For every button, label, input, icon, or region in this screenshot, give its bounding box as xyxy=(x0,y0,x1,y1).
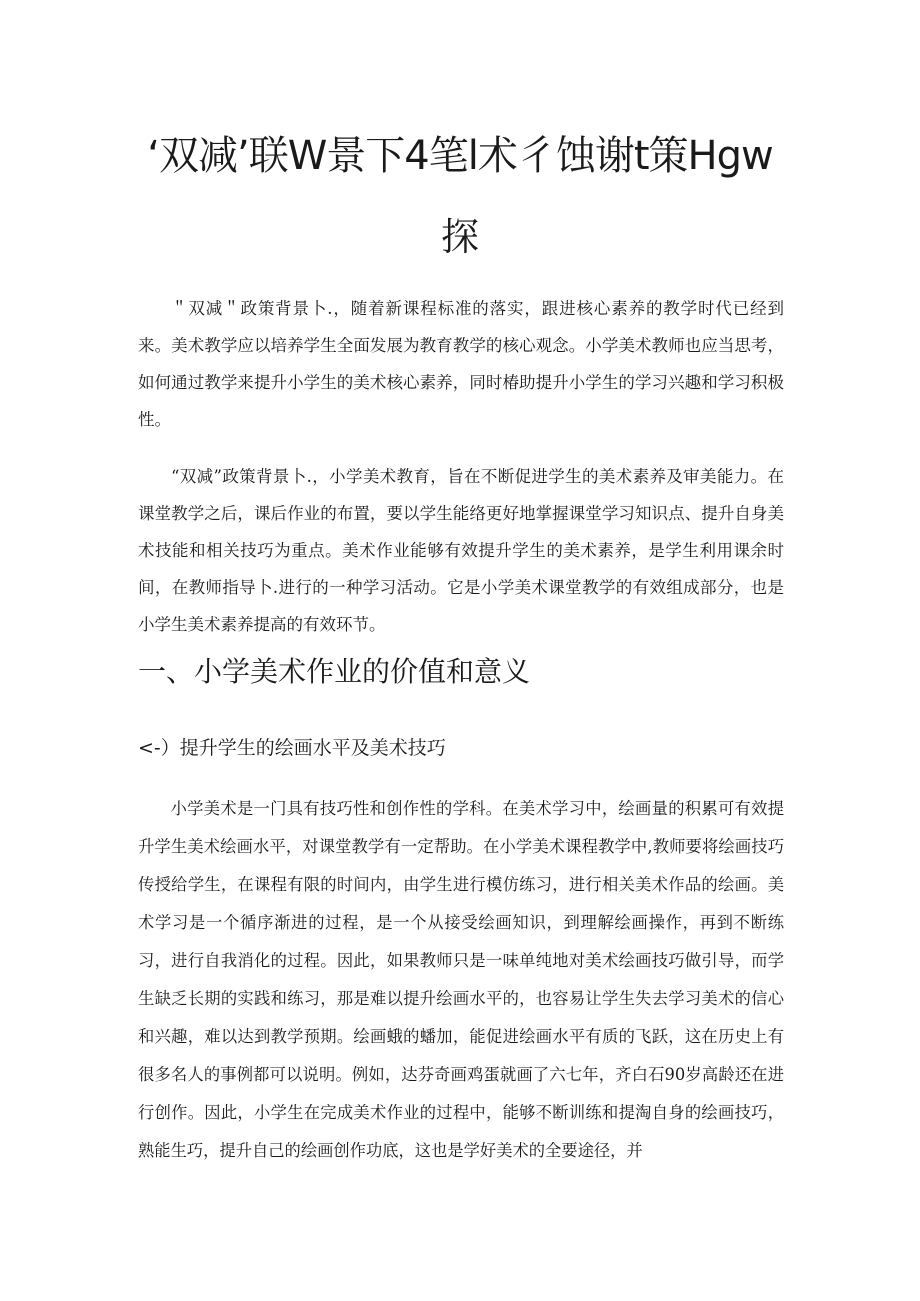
intro-paragraph: ＂双减＂政策背景卜.，随着新课程标准的落实，跟进核心素养的教学时代已经到来。美术教学应以培养学生全面发展为教育教学的核心观念。小学美术教师也应当思考，如何通过教学来提升小学生的美术核心素养，同时椿助提升小学生的学习兴趣和学习积极性。 xyxy=(138,299,784,429)
document-title-continuation: 探 xyxy=(440,215,479,259)
subsection-heading: <-）提升学生的绘画水平及美术技巧 xyxy=(138,737,446,759)
body-paragraph: “双减”政策背景卜.，小学美术教育，旨在不断促进学生的美术素养及审美能力。在课堂教学之后，课后作业的布置，要以学生能络更好地掌握课堂学习知识点、提升自身美术技能和相关技巧为重点。美术作业能够有效提升学生的美术素养，是学生利用课余时间，在教师指导卜.进行的一种学习活动。它是小学美术课堂教学的有效组成部分，也是小学生美术素养提高的有效环节。 xyxy=(138,467,784,634)
section-heading: 一、小学美术作业的价值和意义 xyxy=(138,655,531,688)
document-title: ‘双减’联W景下4笔l术彳蚀谢t策Hgw xyxy=(147,133,773,179)
body-paragraph: 小学美术是一门具有技巧性和创作性的学科。在美术学习中，绘画量的积累可有效提升学生美术绘画水平，对课堂教学有一定帮助。在小学美术课程教学中,教师要将绘画技巧传授给学生，在课程有限的时间内，由学生进行模仿练习，进行相关美术作品的绘画。美术学习是一个循序渐进的过程，是一个从接受绘画知识，到理解绘画操作，再到不断练习，进行自我消化的过程。因此，如果教师只是一味单纯地对美术绘画技巧做引导，而学生缺乏长期的实践和练习，那是难以提升绘画水平的，也容易让学生失去学习美术的信心和兴趣，难以达到教学预期。绘画蛾的蟠加，能促进绘画水平有质的飞跃，这在历史上有很多名人的事例都可以说明。例如，达芬奇画鸡蛋就画了六七年，齐白石90岁高龄还在进行创作。因此，小学生在完成美术作业的过程中，能够不断训练和提淘自身的绘画技巧，熟能生巧，提升自己的绘画创作功底，这也是学好美术的全要途径，并 xyxy=(138,799,784,1160)
